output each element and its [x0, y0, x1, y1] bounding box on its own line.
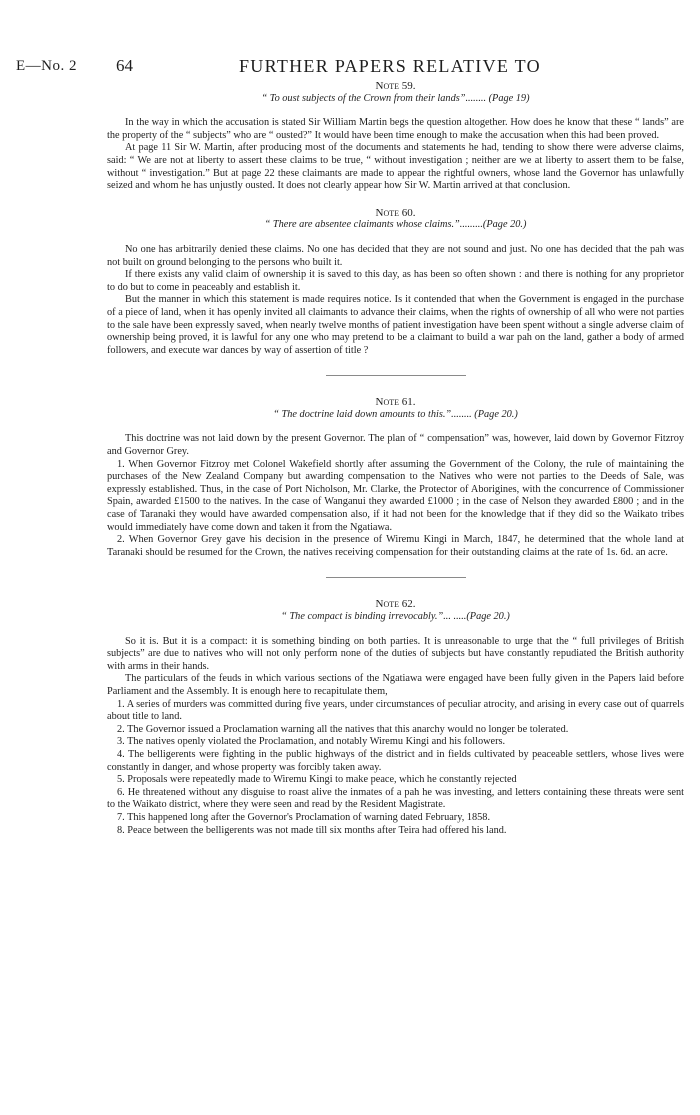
list-item: 3. The natives openly violated the Proclamation, and notably Wiremu Kingi and his followers. [117, 736, 506, 748]
paragraph: 1. When Governor Fitzroy met Colonel Wakefield shortly after assuming the Government of the Colony, the rule of maintaining the purchases of the New Zealand Company but awarding compensation to the Natives who were not parties to the Deeds of Sale, was expressly established. Thus, in the case of Port Nicholson, Mr. Clarke, the Protector of Aborigines, with the concurrence of Commissioner Spain, awarded £1500 to the natives. In the case of Wanganui they awarded £1000 ; in the case of Nelson they awarded £800 ; and in the case of Taranaki they would have awarded compensation also, if it had not been for the knowledge that if they did so the Waikato tribes would immediately have come down and taken it from the Ngatiawa. [107, 458, 684, 533]
note-quote: “ To oust subjects of the Crown from their lands”........ (Page 19) [261, 92, 530, 104]
paragraph: In the way in which the accusation is stated Sir William Martin begs the question altogether. How does he know that these “ lands” are the property of the “ subjects” who are “ ousted?” It would have been time enough to make the accusation when this had been proved. [107, 117, 684, 141]
list-item: 8. Peace between the belligerents was not made till six months after Teira had offered his land. [117, 824, 507, 836]
paragraph: If there exists any valid claim of ownership it is saved to this day, as has been so often shown : and there is nothing for any proprietor to do but to come in peaceably and establish it. [107, 269, 684, 293]
section-divider [326, 375, 466, 376]
note-61 [107, 396, 684, 559]
page-body [107, 80, 684, 837]
paragraph: At page 11 Sir W. Martin, after producing most of the documents and statements he had, tending to show there were adverse claims, said: “ We are not at liberty to assert these claims to be true, “ without investigation ; neither are we at liberty to assert them to be false, without “ investigation.” But at page 22 these claimants are made to appear the rightful owners, whose land the Governor has unlawfully seized and whom he has unjustly ousted. It does not clearly appear how Sir W. Martin arrived at that conclusion. [107, 142, 684, 192]
note-heading: Note 60. [375, 206, 416, 219]
list-item: 1. A series of murders was committed during five years, under circumstances of peculiar atrocity, and arising in every case out of quarrels about title to land. [107, 698, 684, 723]
paragraph: 2. When Governor Grey gave his decision in the presence of Wiremu Kingi in March, 1847, he determined that the whole land at Taranaki should be resumed for the Crown, the natives receiving compensation for their outstanding claims at the rate of 1s. 6d. an acre. [107, 534, 684, 558]
note-heading: Note 62. [375, 598, 416, 611]
note-60 [107, 207, 684, 358]
note-heading: Note 61. [375, 396, 416, 409]
paragraph: No one has arbitrarily denied these claims. No one has decided that they are not sound and just. No one has decided that the pah was not built on ground belonging to the persons who built it. [107, 243, 684, 268]
list-item: 2. The Governor issued a Proclamation warning all the natives that this anarchy would no longer be tolerated. [117, 723, 569, 735]
list-item: 4. The belligerents were fighting in the public highways of the district and in fields cultivated by peaceable settlers, whose lives were constantly in danger, and whose property was forcibly taken away. [107, 748, 684, 773]
paragraph: So it is. But it is a compact: it is something binding on both parties. It is unreasonable to urge that the “ full privileges of British subjects” are due to natives who will not only perform none of the duties of subjects but have constantly repudiated the British authority with arms in their hands. [107, 635, 684, 672]
note-quote: “ The compact is binding irrevocably.”... .....(Page 20.) [281, 611, 510, 622]
note-quote: “ There are absentee claimants whose claims.”.........(Page 20.) [264, 219, 527, 231]
paragraph: But the manner in which this statement is made requires notice. Is it contended that when the Government is engaged in the purchase of a piece of land, when it has openly invited all claimants to advance their claims, when the rights of ownership of all who were not parties to the sale have been expressly saved, when nearly twelve months of patient investigation have been spent without a single adverse claim of ownership being proved, it is lawful for any one who may pretend to be a claimant to build a war pah on the land, gather a body of armed followers, and execute war dances by way of assertion of title ? [107, 294, 684, 356]
page-title: FURTHER PAPERS RELATIVE TO [239, 56, 541, 76]
document-code: E—No. 2 [16, 58, 77, 74]
list-item: 7. This happened long after the Governor's Proclamation of warning dated February, 1858. [117, 811, 491, 823]
note-heading: Note 59. [375, 80, 416, 92]
page-number: 64 [116, 56, 133, 75]
list-item: 5. Proposals were repeatedly made to Wiremu Kingi to make peace, which he constantly rejected [117, 774, 517, 786]
spacer [107, 193, 684, 207]
list-item: 6. He threatened without any disguise to roast alive the inmates of a pah he was investing, and letters containing these threats were sent to the Waikato district, where they were seen and read by the Resident Magistrate. [107, 786, 684, 811]
note-62 [107, 598, 684, 837]
paragraph: This doctrine was not laid down by the present Governor. The plan of “ compensation” was, however, laid down by Governor Fitzroy and Governor Grey. [107, 433, 684, 458]
section-divider [326, 577, 466, 578]
paragraph: The particulars of the feuds in which various sections of the Ngatiawa were engaged have been fully given in the Papers laid before Parliament and the Assembly. It is enough here to recapitulate them, [107, 673, 684, 697]
note-quote: “ The doctrine laid down amounts to this.”........ (Page 20.) [273, 408, 518, 420]
note-59 [107, 80, 684, 193]
